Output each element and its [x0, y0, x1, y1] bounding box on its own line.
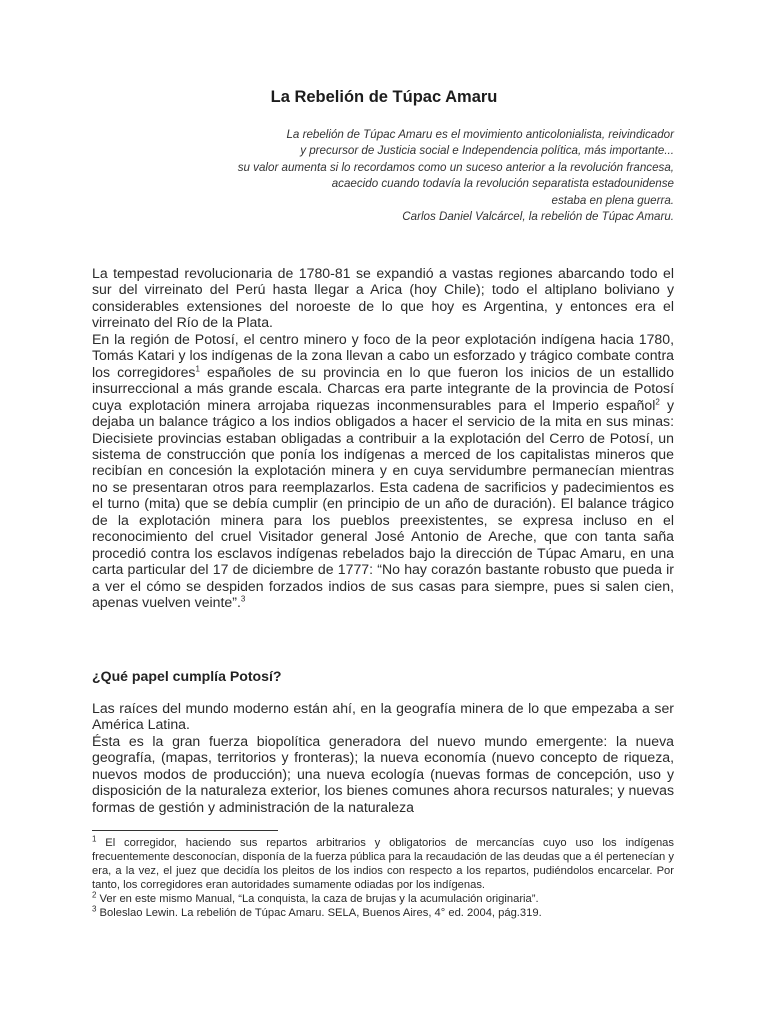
- footnotes: [92, 836, 674, 921]
- paragraph: Las raíces del mundo moderno están ahí, en la geografía minera de lo que empezaba a ser América Latina.: [92, 700, 674, 733]
- epigraph-line: su valor aumenta si lo recordamos como un suceso anterior a la revolución francesa,: [237, 160, 674, 174]
- body-section-2: [92, 700, 674, 815]
- epigraph-line: estaba en plena guerra.: [551, 193, 674, 207]
- epigraph: [114, 127, 674, 225]
- paragraph: [92, 331, 674, 611]
- epigraph-attribution: Carlos Daniel Valcárcel, la rebelión de Túpac Amaru.: [402, 210, 674, 224]
- footnote-divider: [92, 830, 278, 831]
- body-section-1: [92, 265, 674, 611]
- paragraph-text: En la región de Potosí, el centro minero y foco de la peor explotación indígena hacia 1780, Tomás Katari y los indígenas de la zona llevan a cabo un esforzado y trágico combate contra los corregidores: [92, 330, 674, 380]
- paragraph: La tempestad revolucionaria de 1780-81 se expandió a vastas regiones abarcando todo el sur del virreinato del Perú hasta llegar a Arica (hoy Chile); todo el altiplano boliviano y considerables extensiones del noroeste de lo que hoy es Argentina, y entonces era el virreinato del Río de la Plata.: [92, 265, 674, 331]
- epigraph-line: y precursor de Justicia social e Independencia política, más importante...: [300, 144, 674, 158]
- footnote-1: [92, 836, 674, 892]
- footnote-ref-1[interactable]: 1: [195, 364, 200, 374]
- footnote-mark: 3: [92, 904, 97, 914]
- footnote-2: [92, 892, 674, 906]
- footnote-text: Ver en este mismo Manual, “La conquista, la caza de brujas y la acumulación originaria”.: [96, 893, 539, 906]
- paragraph-text: y dejaba un balance trágico a los indios obligados a hacer el servicio de la mita en sus minas: Diecisiete provincias estaban obligadas a contribuir a la explotación del Cerro de Potosí, un sistema de construcción que ponía los indígenas a merced de los capitalistas mineros que recibían en concesión la explotación minera y en cuya servidumbre permanecían mientras no se presentaran otros para reemplazarlos. Esta cadena de sacrificios y padecimientos es el turno (mita) que se debía cumplir (en principio de un año de duración). El balance trágico de la explotación minera para los pueblos preexistentes, se expresa incluso en el reconocimiento del cruel Visitador general José Antonio de Areche, que con tanta saña procedió contra los esclavos indígenas rebelados bajo la dirección de Túpac Amaru, en una carta particular del 17 de diciembre de 1777: “No hay corazón bastante robusto que pueda ir a ver el cómo se despiden forzados indios de sus casas para siempre, pues si salen cien, apenas vuelven veinte”.: [92, 396, 675, 611]
- footnote-mark: 2: [92, 890, 97, 900]
- epigraph-line: La rebelión de Túpac Amaru es el movimiento anticolonialista, reivindicador: [286, 128, 674, 141]
- section-heading: ¿Qué papel cumplía Potosí?: [92, 668, 282, 684]
- document-title: La Rebelión de Túpac Amaru: [270, 88, 498, 106]
- footnote-ref-3[interactable]: 3: [240, 594, 246, 604]
- epigraph-line: acaecido cuando todavía la revolución separatista estadounidense: [331, 177, 674, 191]
- footnote-mark: 1: [92, 834, 97, 844]
- footnote-3: [92, 906, 674, 920]
- paragraph: Ésta es la gran fuerza biopolítica generadora del nuevo mundo emergente: la nueva geografía, (mapas, territorios y fronteras); la nueva economía (nuevo concepto de riqueza, nuevos modos de producción); una nueva ecología (nuevas formas de concepción, uso y disposición de la naturaleza exterior, los bienes comunes ahora recursos naturales; y nuevas formas de gestión y administración de la naturaleza: [92, 732, 674, 815]
- footnote-text: Boleslao Lewin. La rebelión de Túpac Amaru. SELA, Buenos Aires, 4° ed. 2004, pág.319.: [96, 907, 542, 920]
- footnote-text: El corregidor, haciendo sus repartos arbitrarios y obligatorios de mercancías cuyo uso los indígenas frecuentemente desconocían, disponía de la fuerza pública para la recaudación de las deudas que a él pertenecían y era, a la vez, el juez que decidía los pleitos de los indios con respecto a los repartos, pudiéndolos encarcelar. Por tanto, los corregidores eran autoridades sumamente odiadas por los indígenas.: [92, 837, 674, 892]
- paragraph-text: españoles de su provincia en lo que fueron los inicios de un estallido insurreccional a más grande escala. Charcas era parte integrante de la provincia de Potosí cuya explotación minera arrojaba riquezas inconmensurables para el Imperio español: [92, 363, 674, 413]
- footnote-ref-2[interactable]: 2: [655, 396, 660, 406]
